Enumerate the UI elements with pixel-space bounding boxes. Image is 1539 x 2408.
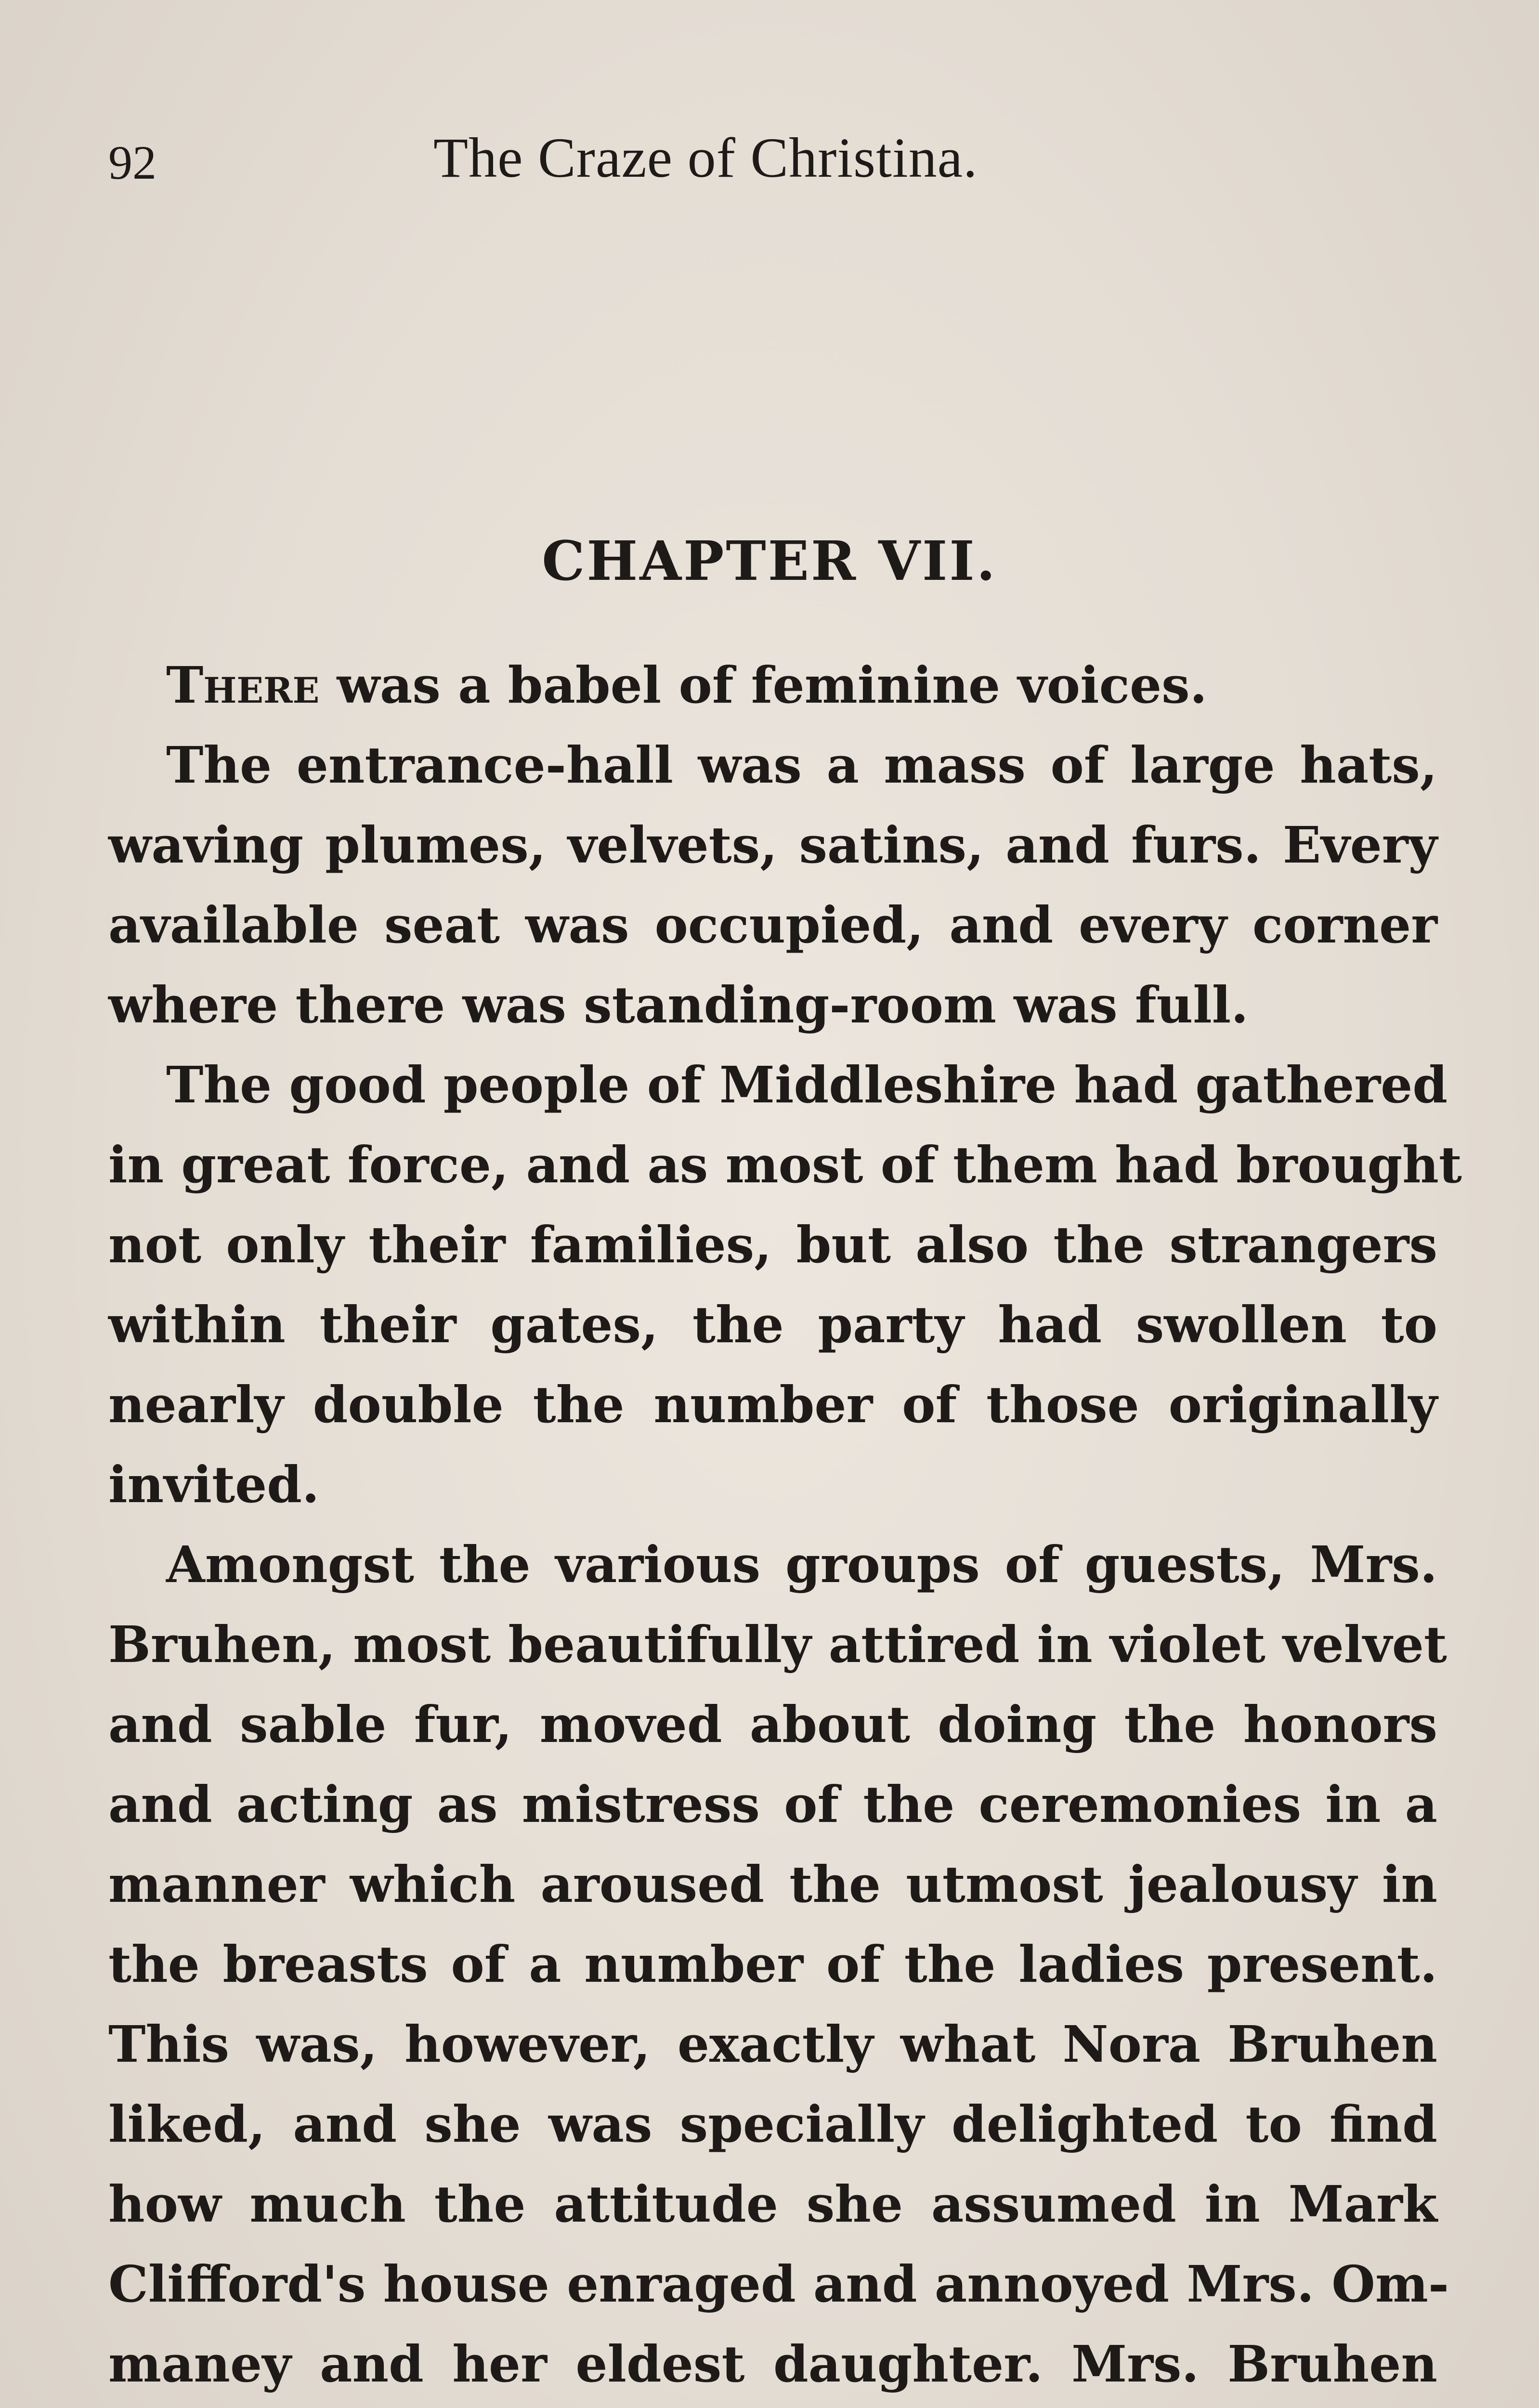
page-header [108,116,1437,197]
text-line: Bruhen, most beautifully attired in violet velvet [108,1615,1447,1674]
text-line [108,645,1437,725]
text-line: how much the attitude she assumed in Mark [108,2174,1437,2234]
page-number: 92 [108,136,157,189]
text-line: within their gates, the party had swollen to [108,1295,1437,1354]
text-line: manner which aroused the utmost jealousy in [108,1855,1437,1914]
text-line: nearly double the number of those originally [108,1375,1437,1434]
body-text [108,645,1462,2408]
lead-small-caps: There [166,655,320,715]
text-line: liked, and she was specially delighted to find [108,2094,1437,2154]
paragraph [108,1045,1462,1525]
text-line: waving plumes, velvets, satins, and furs. Every [108,815,1437,875]
text-line: and acting as mistress of the ceremonies in a [108,1775,1437,1834]
text-line: the breasts of a number of the ladies present. [108,1935,1437,1994]
text-line: The entrance-hall was a mass of large hats, [166,735,1437,795]
bleed-through-texture [96,202,1435,522]
text-line: Amongst the various groups of guests, Mrs. [166,1535,1437,1594]
paragraph [108,645,1437,725]
text-line: not only their families, but also the strangers [108,1215,1437,1274]
paragraph [108,1525,1449,2408]
text-line [108,2404,1437,2408]
text-line: and sable fur, moved about doing the honors [108,1695,1437,1754]
chapter-heading: CHAPTER VII. [542,530,997,593]
text-line: maney and her eldest daughter. Mrs. Bruhen [108,2334,1437,2394]
running-title: The Craze of Christina. [433,126,978,189]
text-line: available seat was occupied, and every corner [108,895,1437,955]
text-line: The good people of Middleshire had gathered [166,1055,1448,1114]
text-line: Clifford's house enraged and annoyed Mrs. Om- [108,2254,1449,2314]
text-line: where there was standing-room was full. [108,975,1249,1034]
paragraph [108,725,1437,1045]
text-line: in great force, and as most of them had brought [108,1135,1462,1194]
line-text: was a babel of feminine voices. [319,655,1207,715]
text-line: This was, however, exactly what Nora Bruhen [108,2015,1437,2074]
text-line: invited. [108,1455,320,1514]
